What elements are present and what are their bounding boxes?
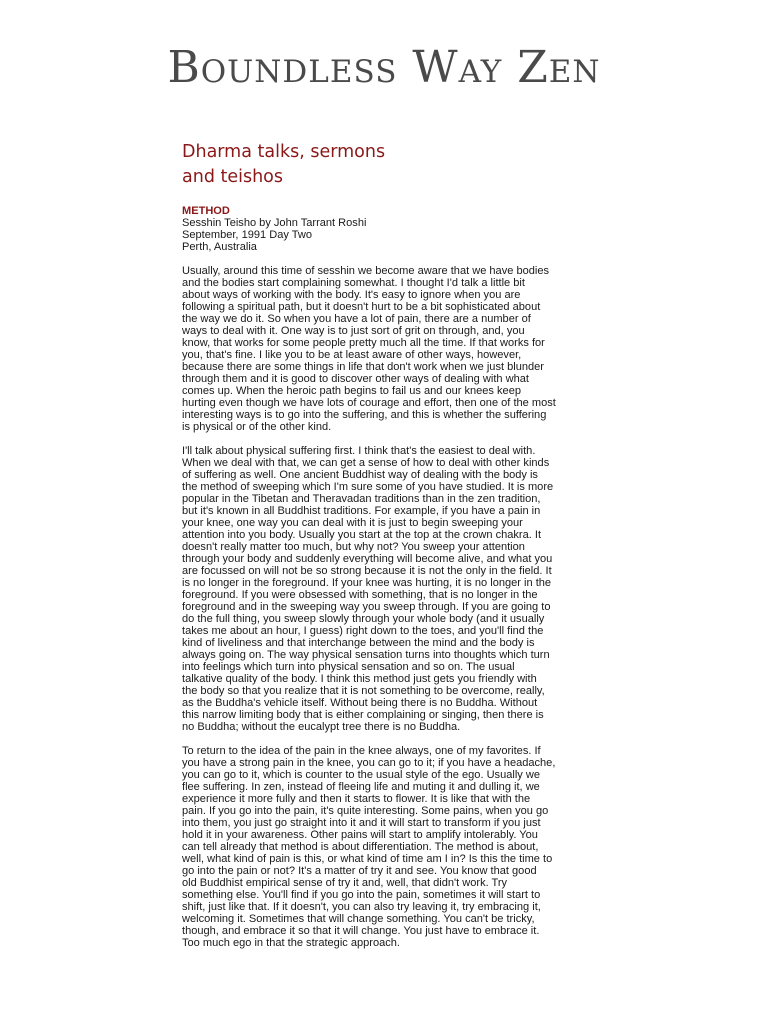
paragraph: [182, 745, 602, 949]
paragraph-line: you have a strong pain in the knee, you can go to it; if you have a headache,: [182, 757, 556, 769]
paragraph-line: comes up. When the heroic path begins to fail us and our knees keep: [182, 385, 521, 397]
paragraph-line: this narrow limiting body that is either complaining or singing, then there is: [182, 709, 544, 721]
paragraph-line: go into the pain or not? It's a matter of try it and see. You know that good: [182, 865, 537, 877]
paragraph-line: foreground. If you were obsessed with something, that is no longer in the: [182, 589, 538, 601]
paragraph-line: can tell already that method is about differentiation. The method is about,: [182, 841, 539, 853]
paragraph-line: something else. You'll find if you go into the pain, sometimes it will start to: [182, 889, 541, 901]
paragraph: [182, 265, 602, 433]
talk-meta: [182, 217, 602, 253]
talk-meta-location: Perth, Australia: [182, 241, 257, 253]
talk-heading: METHOD: [182, 205, 230, 217]
talk-content: [182, 205, 602, 949]
paragraph-line: Usually, around this time of sesshin we become aware that we have bodies: [182, 265, 549, 277]
paragraph-line: through your body and suddenly everything will become alive, and what you: [182, 553, 553, 565]
paragraph-line: following a spiritual path, but it doesn't hurt to be a bit sophisticated about: [182, 301, 541, 313]
paragraph-line: takes me about an hour, I guess) right down to the toes, and you'll find the: [182, 625, 544, 637]
paragraph-line: Too much ego in that the strategic approach.: [182, 937, 401, 949]
site-title: Boundless Way Zen: [167, 42, 601, 93]
paragraph-line: pain. If you go into the pain, it's quite interesting. Some pains, when you go: [182, 805, 549, 817]
paragraph-line: popular in the Tibetan and Theravadan traditions than in the zen tradition,: [182, 493, 541, 505]
paragraph-line: into them, you just go straight into it and it will start to transform if you just: [182, 817, 541, 829]
paragraph: [182, 445, 602, 733]
paragraph-line: the body so that you realize that it is not something to be overcome, really,: [182, 685, 545, 697]
paragraph-line: I'll talk about physical suffering first. I think that's the easiest to deal with.: [182, 445, 536, 457]
paragraph-line: are focussed on will not be so strong because it is not the only in the field. It: [182, 565, 552, 577]
paragraph-line: old Buddhist empirical sense of try it and, well, that didn't work. Try: [182, 877, 508, 889]
paragraph-line: kind of liveliness and that interchange between the mind and the body is: [182, 637, 535, 649]
section-title: [182, 140, 582, 190]
paragraph-line: is physical or of the other kind.: [182, 421, 332, 433]
paragraph-line: of suffering as well. One ancient Buddhist way of dealing with the body is: [182, 469, 538, 481]
paragraph-line: welcoming it. Sometimes that will change something. You can't be tricky,: [182, 913, 535, 925]
paragraph-line: hurting even though we have lots of courage and effort, then one of the most: [182, 397, 556, 409]
paragraph-line: is no longer in the foreground. If your knee was hurting, it is no longer in the: [182, 577, 552, 589]
paragraph-line: flee suffering. In zen, instead of fleeing life and muting it and dulling it, we: [182, 781, 540, 793]
section-title-line-1: Dharma talks, sermons: [182, 142, 386, 162]
section-title-line-2: and teishos: [182, 167, 284, 187]
paragraph-line: experience it more fully and then it starts to flower. It is like that with the: [182, 793, 531, 805]
paragraph-line: you can go to it, which is counter to the usual style of the ego. Usually we: [182, 769, 540, 781]
talk-meta-date: September, 1991 Day Two: [182, 229, 312, 241]
paragraph-line: you, that's fine. I like you to be at least aware of other ways, however,: [182, 349, 522, 361]
paragraph-line: and the bodies start complaining somewhat. I thought I'd talk a little bit: [182, 277, 525, 289]
paragraph-line: attention into you body. Usually you start at the top at the crown chakra. It: [182, 529, 542, 541]
paragraph-line: though, and embrace it so that it will change. You just have to embrace it.: [182, 925, 540, 937]
paragraph-line: shift, just like that. If it doesn't, you can also try leaving it, try embracing it,: [182, 901, 541, 913]
paragraph-line: always going on. The way physical sensation turns into thoughts which turn: [182, 649, 550, 661]
paragraph-line: because there are some things in life that don't work when we just blunder: [182, 361, 544, 373]
paragraph-line: doesn't really matter too much, but why not? You sweep your attention: [182, 541, 525, 553]
paragraph-line: talkative quality of the body. I think this method just gets you friendly with: [182, 673, 537, 685]
paragraph-line: foreground and in the sweeping way you sweep through. If you are going to: [182, 601, 551, 613]
paragraph-line: hold it in your awareness. Other pains will start to amplify intolerably. You: [182, 829, 538, 841]
talk-body: [182, 265, 602, 949]
paragraph-line: into feelings which turn into physical sensation and so on. The usual: [182, 661, 515, 673]
paragraph-line: do the full thing, you sweep slowly through your whole body (and it usually: [182, 613, 545, 625]
paragraph-line: no Buddha; without the eucalypt tree there is no Buddha.: [182, 721, 461, 733]
paragraph-line: the way we do it. So when you have a lot of pain, there are a number of: [182, 313, 531, 325]
paragraph-line: interesting ways is to go into the suffering, and this is whether the suffering: [182, 409, 547, 421]
paragraph-line: through them and it is good to discover other ways of dealing with what: [182, 373, 529, 385]
paragraph-line: about ways of working with the body. It's easy to ignore when you are: [182, 289, 521, 301]
paragraph-line: the method of sweeping which I'm sure some of you have studied. It is more: [182, 481, 554, 493]
paragraph-line: know, that works for some people pretty much all the time. If that works for: [182, 337, 545, 349]
paragraph-line: well, what kind of pain is this, or what kind of time am I in? Is this the time to: [182, 853, 553, 865]
paragraph-line: your knee, one way you can deal with it is just to begin sweeping your: [182, 517, 523, 529]
paragraph-line: as the Buddha's vehicle itself. Without being there is no Buddha. Without: [182, 697, 538, 709]
paragraph-line: ways to deal with it. One way is to just sort of grit on through, and, you: [182, 325, 525, 337]
paragraph-line: To return to the idea of the pain in the knee always, one of my favorites. If: [182, 745, 541, 757]
paragraph-line: but it's known in all Buddhist traditions. For example, if you have a pain in: [182, 505, 541, 517]
talk-meta-speaker: Sesshin Teisho by John Tarrant Roshi: [182, 217, 367, 229]
paragraph-line: When we deal with that, we can get a sense of how to deal with other kinds: [182, 457, 550, 469]
